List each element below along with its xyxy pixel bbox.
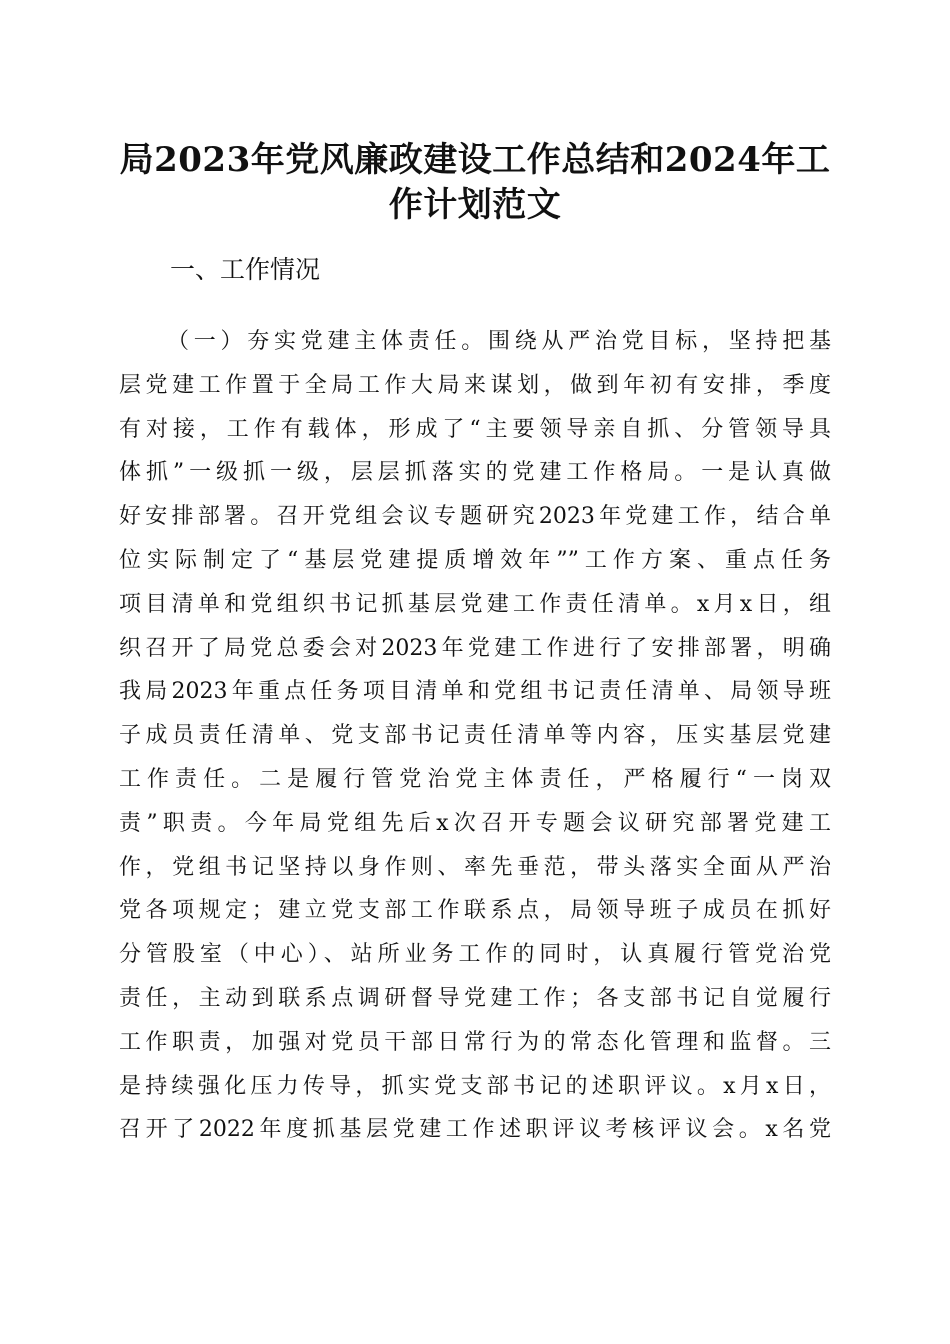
paragraph-line: 责”职责。今年局党组先后x次召开专题会议研究部署党建工 bbox=[119, 810, 831, 836]
paragraph-line: 党各项规定；建立党支部工作联系点，局领导班子成员在抓好 bbox=[119, 898, 831, 924]
paragraph-line: 项目清单和党组织书记抓基层党建工作责任清单。x月x日，组 bbox=[119, 591, 831, 617]
paragraph-line: 好安排部署。召开党组会议专题研究2023年党建工作，结合单 bbox=[119, 504, 831, 530]
document-title-line-2: 作计划范文 bbox=[388, 185, 562, 225]
paragraph-line: 作，党组书记坚持以身作则、率先垂范，带头落实全面从严治 bbox=[119, 854, 831, 880]
paragraph-line: 工作责任。二是履行管党治党主体责任，严格履行“一岗双 bbox=[119, 766, 831, 792]
paragraph-line: 分管股室（中心）、站所业务工作的同时，认真履行管党治党 bbox=[119, 942, 831, 968]
section-heading: 一、工作情况 bbox=[170, 255, 321, 284]
paragraph-line: 我局2023年重点任务项目清单和党组书记责任清单、局领导班 bbox=[119, 679, 831, 705]
document-title-line-1: 局2023年党风廉政建设工作总结和2024年工 bbox=[119, 140, 831, 180]
paragraph-line: 层党建工作置于全局工作大局来谋划，做到年初有安排，季度 bbox=[119, 372, 831, 398]
paragraph-line: 织召开了局党总委会对2023年党建工作进行了安排部署，明确 bbox=[119, 635, 831, 661]
paragraph-line: （一）夯实党建主体责任。围绕从严治党目标，坚持把基 bbox=[167, 329, 831, 354]
paragraph-line: 是持续强化压力传导，抓实党支部书记的述职评议。x月x日， bbox=[119, 1073, 831, 1099]
paragraph-line: 召开了2022年度抓基层党建工作述职评议考核评议会。x名党 bbox=[119, 1117, 831, 1143]
paragraph-line: 工作职责，加强对党员干部日常行为的常态化管理和监督。三 bbox=[119, 1029, 831, 1055]
body-paragraph bbox=[119, 320, 831, 1152]
paragraph-line: 责任，主动到联系点调研督导党建工作；各支部书记自觉履行 bbox=[119, 985, 831, 1011]
paragraph-line: 子成员责任清单、党支部书记责任清单等内容，压实基层党建 bbox=[119, 723, 831, 749]
paragraph-line: 有对接，工作有载体，形成了“主要领导亲自抓、分管领导具 bbox=[119, 416, 831, 442]
paragraph-line: 体抓”一级抓一级，层层抓落实的党建工作格局。一是认真做 bbox=[119, 460, 831, 486]
paragraph-line: 位实际制定了“基层党建提质增效年””工作方案、重点任务 bbox=[119, 547, 831, 573]
